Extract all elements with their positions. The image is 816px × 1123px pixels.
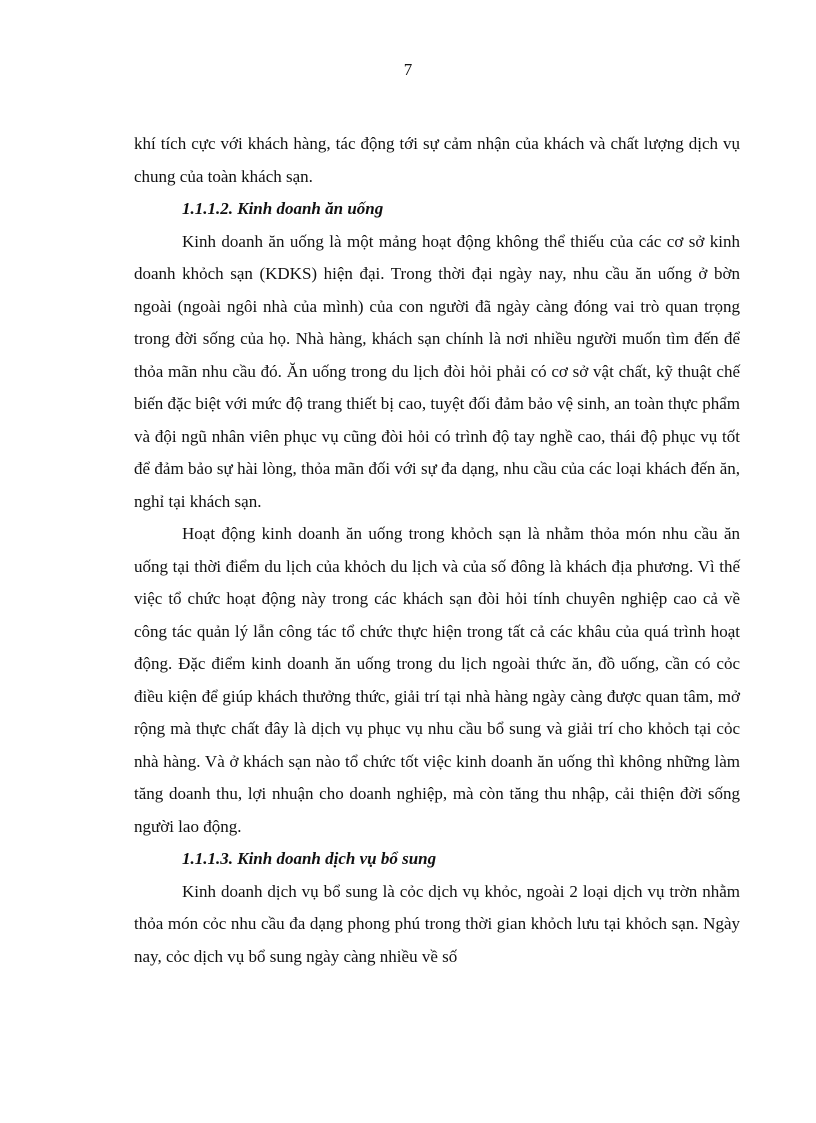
section-heading-1-1-1-3: 1.1.1.3. Kinh doanh dịch vụ bổ sung bbox=[182, 849, 437, 868]
paragraph-continuation: khí tích cực với khách hàng, tác động tới sự cảm nhận của khách và chất lượng dịch vụ chung của toàn khách sạn. bbox=[134, 134, 740, 186]
paragraph-food-beverage-operations: Hoạt động kinh doanh ăn uống trong khỏch sạn là nhằm thỏa món nhu cầu ăn uống tại thời điểm du lịch của khỏch du lịch và của số đông là khách địa phương. Vì thế việc tổ chức hoạt động này trong các khách sạn đòi hỏi tính chuyên nghiệp cao cả về công tác quản lý lẫn công tác tổ chức thực hiện trong tất cả các khâu của quá trình hoạt động. Đặc điểm kinh doanh ăn uống trong du lịch ngoài thức ăn, đồ uống, cần có cỏc điều kiện để giúp khách thưởng thức, giải trí tại nhà hàng ngày càng được quan tâm, mở rộng mà thực chất đây là dịch vụ phục vụ nhu cầu bổ sung và giải trí cho khỏch tại cỏc nhà hàng. Và ở khách sạn nào tổ chức tốt việc kinh doanh ăn uống thì không những làm tăng doanh thu, lợi nhuận cho doanh nghiệp, mà còn tăng thu nhập, cải thiện đời sống người lao động. bbox=[134, 524, 740, 836]
section-heading-1-1-1-2: 1.1.1.2. Kinh doanh ăn uống bbox=[182, 199, 384, 218]
paragraph-food-beverage-intro: Kinh doanh ăn uống là một mảng hoạt động không thể thiếu của các cơ sở kinh doanh khỏch sạn (KDKS) hiện đại. Trong thời đại ngày nay, nhu cầu ăn uống ở bờn ngoài (ngoài ngôi nhà của mình) của con người đã ngày càng đóng vai trò quan trọng trong đời sống của họ. Nhà hàng, khách sạn chính là nơi nhiều người muốn tìm đến để thỏa mãn nhu cầu đó. Ăn uống trong du lịch đòi hỏi phải có cơ sở vật chất, kỹ thuật chế biến đặc biệt với mức độ trang thiết bị cao, tuyệt đối đảm bảo vệ sinh, an toàn thực phẩm và đội ngũ nhân viên phục vụ cũng đòi hỏi có trình độ tay nghề cao, thái độ phục vụ tốt để đảm bảo sự hài lòng, thỏa mãn đối với sự đa dạng, nhu cầu của các loại khách đến ăn, nghỉ tại khách sạn. bbox=[134, 231, 740, 511]
page-number: 7 bbox=[403, 60, 413, 79]
document-body bbox=[134, 128, 740, 973]
paragraph-additional-services: Kinh doanh dịch vụ bổ sung là cỏc dịch vụ khỏc, ngoài 2 loại dịch vụ trờn nhằm thỏa món cỏc nhu cầu đa dạng phong phú trong thời gian khỏch lưu tại khỏch sạn. Ngày nay, cỏc dịch vụ bổ sung ngày càng nhiều về số bbox=[134, 881, 740, 966]
